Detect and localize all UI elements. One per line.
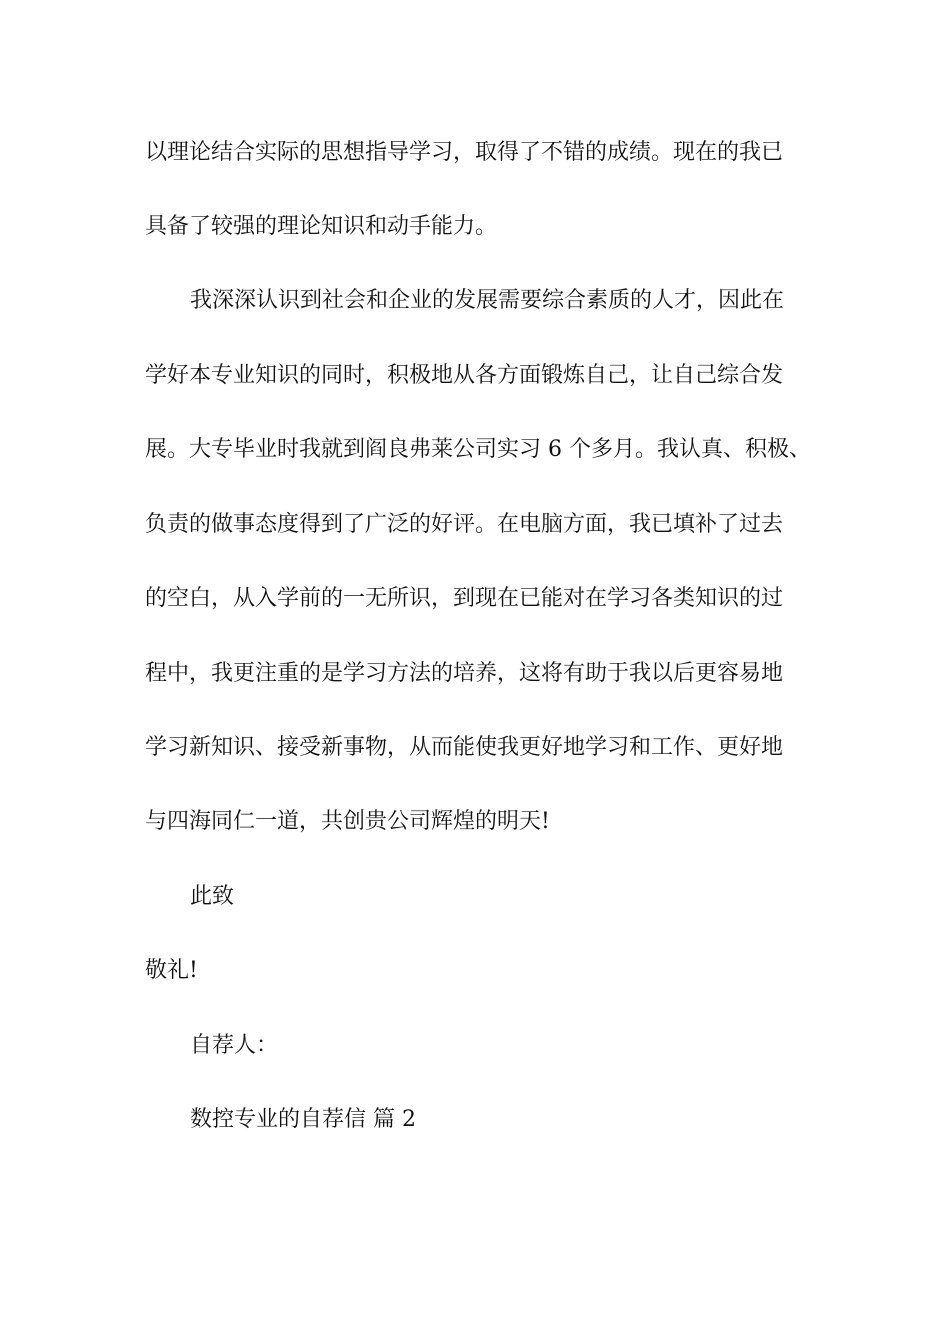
paragraph-line: 我深深认识到社会和企业的发展需要综合素质的人才，因此在 <box>190 288 785 313</box>
paragraph-line: 学习新知识、接受新事物，从而能使我更好地学习和工作、更好地 <box>145 735 784 760</box>
paragraph-line: 以理论结合实际的思想指导学习，取得了不错的成绩。现在的我已 <box>145 140 784 165</box>
paragraph-line: 负责的做事态度得到了广泛的好评。在电脑方面，我已填补了过去 <box>145 512 784 537</box>
paragraph-line: 学好本专业知识的同时，积极地从各方面锻炼自己，让自己综合发 <box>145 363 784 388</box>
salutation-closing: 此致 <box>190 884 235 909</box>
signature-label: 自荐人： <box>190 1033 279 1058</box>
section-heading: 数控专业的自荐信 篇 2 <box>190 1107 416 1132</box>
paragraph-line: 程中，我更注重的是学习方法的培养，这将有助于我以后更容易地 <box>145 661 784 686</box>
salutation-regards: 敬礼! <box>145 958 198 983</box>
paragraph-line: 的空白，从入学前的一无所识，到现在已能对在学习各类知识的过 <box>145 586 784 611</box>
paragraph-line: 展。大专毕业时我就到阎良弗莱公司实习 6 个多月。我认真、积极、 <box>145 437 811 462</box>
paragraph-line: 与四海同仁一道，共创贵公司辉煌的明天! <box>145 809 550 834</box>
paragraph-line: 具备了较强的理论知识和动手能力。 <box>145 214 498 239</box>
